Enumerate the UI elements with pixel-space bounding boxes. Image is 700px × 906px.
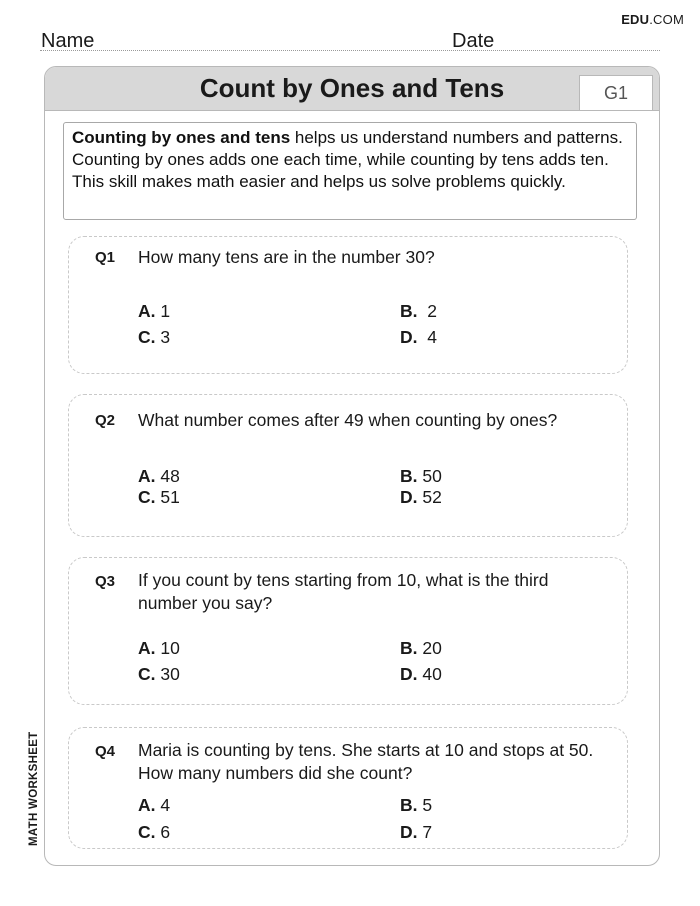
side-label: MATH WORKSHEET <box>28 731 40 846</box>
option-c[interactable] <box>138 664 180 685</box>
option-value: 4 <box>427 327 437 347</box>
option-d[interactable] <box>400 822 432 843</box>
question-text: If you count by tens starting from 10, what is the third number you say? <box>138 570 549 613</box>
option-value: 2 <box>427 301 437 321</box>
brand-bold: EDU <box>621 12 650 27</box>
option-value: 1 <box>160 301 171 321</box>
option-letter: A. <box>138 638 156 658</box>
question-text: How many tens are in the number 30? <box>138 247 435 267</box>
option-letter: D. <box>400 822 418 842</box>
option-a[interactable] <box>138 795 170 816</box>
worksheet-title: Count by Ones and Tens <box>199 73 505 103</box>
question-card-q4 <box>68 727 628 849</box>
brand-rest: .COM <box>649 12 684 27</box>
option-value: 3 <box>160 327 171 347</box>
question-card-q3 <box>68 557 628 705</box>
option-letter: C. <box>138 327 156 347</box>
intro-box <box>63 122 637 220</box>
option-a[interactable] <box>138 301 170 322</box>
option-d[interactable] <box>400 664 442 685</box>
question-card-q1 <box>68 236 628 374</box>
question-text: Maria is counting by tens. She starts at 10 and stops at 50. How many numbers did she count? <box>138 740 594 783</box>
option-letter: B. <box>400 301 418 321</box>
option-b[interactable] <box>400 466 442 487</box>
option-letter: C. <box>138 822 156 842</box>
option-value: 40 <box>422 664 442 684</box>
option-value: 52 <box>422 487 442 507</box>
option-c[interactable] <box>138 487 180 508</box>
intro-bold: Counting by ones and tens <box>72 128 291 147</box>
option-letter: A. <box>138 301 156 321</box>
grade-badge: G1 <box>579 75 653 110</box>
option-a[interactable] <box>138 466 180 487</box>
option-letter: B. <box>400 466 418 486</box>
option-value: 51 <box>160 487 180 507</box>
option-letter: B. <box>400 795 418 815</box>
option-letter: D. <box>400 487 418 507</box>
option-value: 10 <box>160 638 180 658</box>
question-number: Q3 <box>95 573 116 590</box>
option-letter: A. <box>138 466 156 486</box>
option-c[interactable] <box>138 822 170 843</box>
question-card-q2 <box>68 394 628 537</box>
option-letter: A. <box>138 795 156 815</box>
option-letter: D. <box>400 327 418 347</box>
option-value: 48 <box>160 466 180 486</box>
option-letter: D. <box>400 664 418 684</box>
option-letter: C. <box>138 487 156 507</box>
name-label: Name <box>41 30 95 52</box>
worksheet-frame <box>44 66 660 866</box>
question-text: What number comes after 49 when counting by ones? <box>138 410 558 430</box>
option-d[interactable] <box>400 327 437 348</box>
option-value: 20 <box>422 638 442 658</box>
date-label: Date <box>452 30 495 52</box>
name-date-line <box>40 50 660 51</box>
option-b[interactable] <box>400 638 442 659</box>
option-value: 4 <box>160 795 171 815</box>
option-letter: B. <box>400 638 418 658</box>
option-letter: C. <box>138 664 156 684</box>
question-number: Q4 <box>95 743 116 760</box>
option-d[interactable] <box>400 487 442 508</box>
option-value: 5 <box>422 795 433 815</box>
brand-logo <box>621 12 684 27</box>
question-number: Q1 <box>95 249 116 266</box>
option-b[interactable] <box>400 301 437 322</box>
option-value: 7 <box>422 822 433 842</box>
option-value: 30 <box>160 664 180 684</box>
option-b[interactable] <box>400 795 432 816</box>
option-a[interactable] <box>138 638 180 659</box>
option-value: 50 <box>422 466 442 486</box>
worksheet-header <box>45 67 659 111</box>
option-value: 6 <box>160 822 171 842</box>
option-c[interactable] <box>138 327 170 348</box>
intro-text: helps us understand numbers and patterns. Counting by ones adds one each time, while counting by tens adds ten. This skill makes math easier and helps us solve problems quickly. <box>72 128 623 191</box>
question-number: Q2 <box>95 412 116 429</box>
